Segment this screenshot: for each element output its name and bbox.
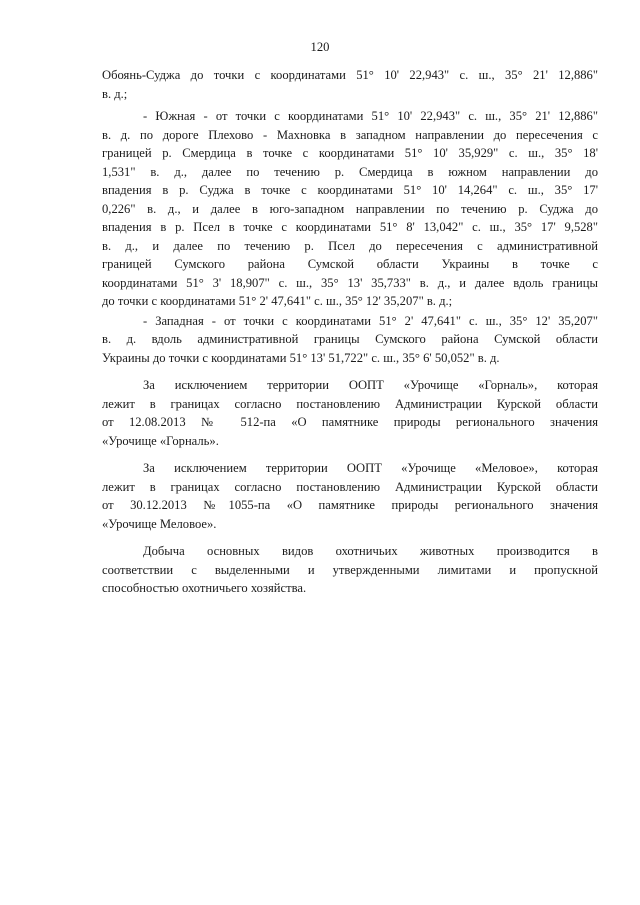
text-line: - Южная - от точки с координатами 51° 10' 22,943" с. ш., 35° 21' 12,886" — [143, 109, 598, 123]
text-line: в. д., и далее по течению р. Псел до пересечения с административной — [102, 238, 598, 253]
text-line: лежит в границах согласно постановлению Администрации Курской области — [102, 396, 598, 411]
text-line: 1,531" в. д., далее по течению р. Смердица в южном направлении до — [102, 164, 598, 179]
text-line: соответствии с выделенными и утвержденными лимитами и пропускной — [102, 562, 598, 577]
text-line: границей Сумского района Сумской области Украины в точке с — [102, 257, 598, 271]
text-line: лежит в границах согласно постановлению Администрации Курской области — [102, 479, 598, 494]
text-line: способностью охотничьего хозяйства. — [102, 581, 307, 595]
text-line: 0,226" в. д., и далее в юго-западном направлении по течению р. Суджа до — [102, 201, 598, 216]
text-line: - Западная - от точки с координатами 51° 2' 47,641" с. ш., 35° 12' 35,207" — [143, 313, 598, 328]
text-line: Украины до точки с координатами 51° 13' 51,722" с. ш., 35° 6' 50,052" в. д. — [102, 350, 500, 365]
paragraph-obojan-sudzha-end — [102, 66, 598, 103]
text-line: За исключением территории ООПТ «Урочище «Горналь», которая — [143, 378, 598, 392]
text-line: «Урочище Меловое». — [102, 516, 217, 531]
document-body — [102, 66, 598, 604]
text-line: координатами 51° 3' 18,907" с. ш., 35° 13' 35,733" в. д., и далее вдоль границы — [102, 275, 598, 290]
text-line: За исключением территории ООПТ «Урочище «Меловое», которая — [143, 461, 598, 475]
text-line: «Урочище «Горналь». — [102, 433, 219, 448]
text-line: до точки с координатами 51° 2' 47,641" с. ш., 35° 12' 35,207" в. д.; — [102, 294, 453, 308]
text-line: от 12.08.2013 № 512-па «О памятнике природы регионального значения — [102, 415, 598, 429]
text-line: в. д.; — [102, 86, 128, 101]
text-line: Обоянь-Суджа до точки с координатами 51° 10' 22,943" с. ш., 35° 21' 12,886" — [102, 68, 598, 82]
text-line: впадения в р. Суджа в точке с координатами 51° 10' 14,264" с. ш., 35° 17' — [102, 183, 598, 197]
text-line: границей р. Смердица в точке с координатами 51° 10' 35,929" с. ш., 35° 18' — [102, 146, 598, 160]
paragraph-exclusion-gornal — [102, 376, 598, 450]
text-line: в. д. по дороге Плехово - Махновка в западном направлении до пересечения с — [102, 127, 598, 142]
text-line: от 30.12.2013 №1055-па «О памятнике природы регионального значения — [102, 498, 598, 512]
text-line: в. д. вдоль административной границы Сумского района Сумской области — [102, 332, 598, 346]
text-line: Добыча основных видов охотничьих животных производится в — [143, 544, 598, 558]
text-line: впадения в р. Псел в точке с координатами 51° 8' 13,042" с. ш., 35° 17' 9,528" — [102, 220, 598, 234]
paragraph-exclusion-melovoe — [102, 459, 598, 533]
paragraph-south-boundary — [102, 107, 598, 311]
paragraph-west-boundary — [102, 312, 598, 368]
paragraph-hunting-limits — [102, 542, 598, 598]
page-number: 120 — [310, 40, 330, 54]
